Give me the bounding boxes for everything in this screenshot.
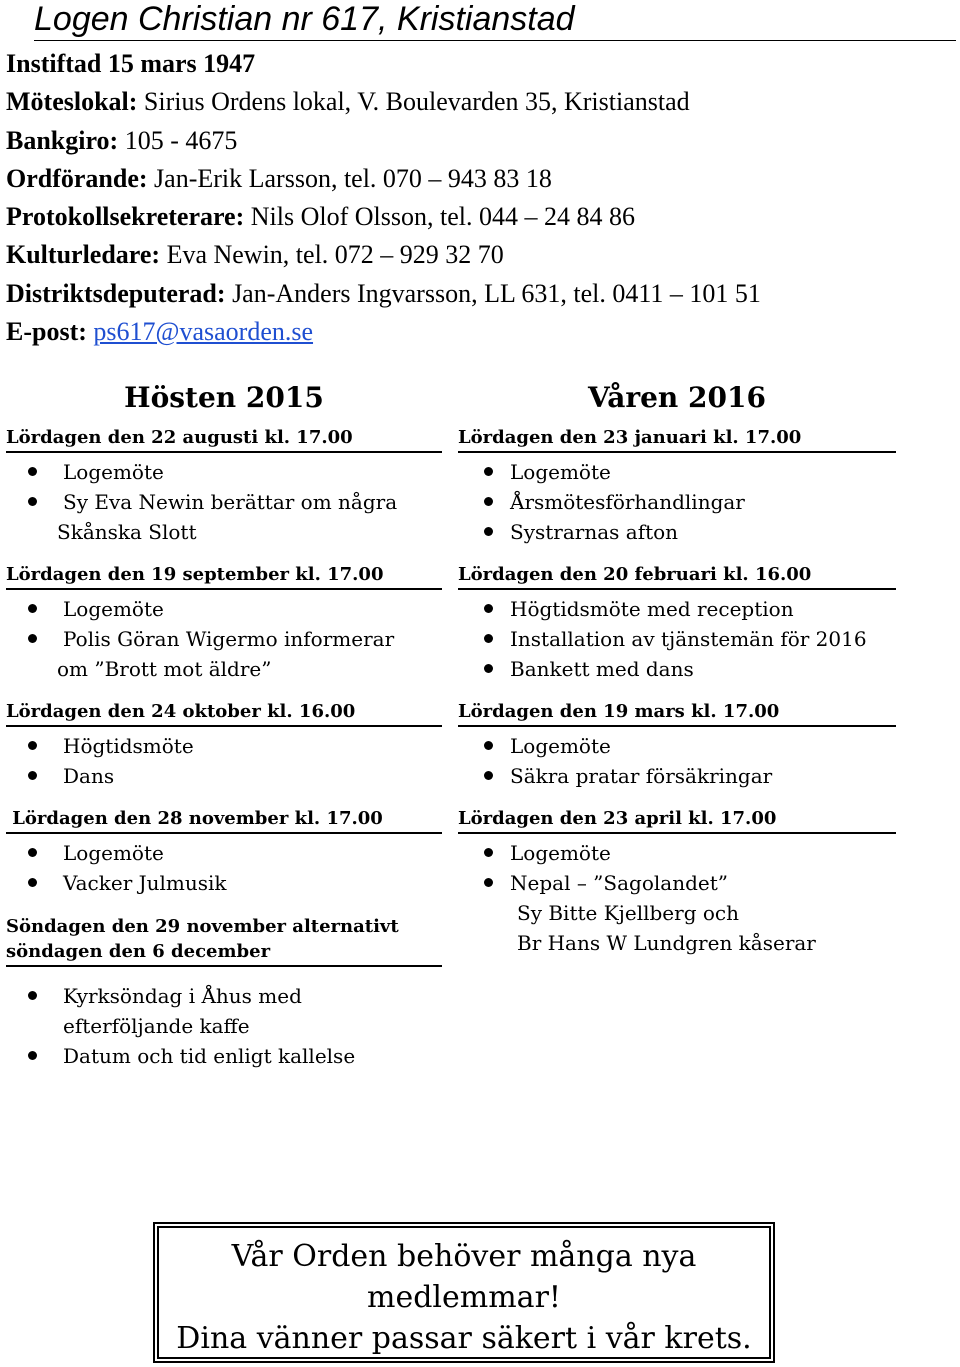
list-item: Datum och tid enligt kallelse xyxy=(6,1041,442,1071)
list-item: Logemöte xyxy=(6,594,442,624)
spring-heading: Våren 2016 xyxy=(588,381,766,414)
list-item: Logemöte xyxy=(458,457,896,487)
list-item: Polis Göran Wigermo informerar xyxy=(6,624,442,654)
list-item: Dans xyxy=(6,761,442,791)
bullet-icon xyxy=(484,878,493,887)
list-item-continuation: Br Hans W Lundgren kåserar xyxy=(517,931,816,955)
event-items xyxy=(458,834,896,970)
deputy-line xyxy=(6,275,946,313)
event-date: Lördagen den 23 april kl. 17.00 xyxy=(458,803,896,834)
list-item-continuation: Skånska Slott xyxy=(57,520,197,544)
page-title: Logen Christian nr 617, Kristianstad xyxy=(34,0,575,38)
list-item: Logemöte xyxy=(6,838,442,868)
list-item: Årsmötesförhandlingar xyxy=(458,487,896,517)
list-item: Logemöte xyxy=(458,731,896,761)
venue-label: Möteslokal: xyxy=(6,87,138,117)
founded-line: Instiftad 15 mars 1947 xyxy=(6,49,256,78)
culture-label: Kulturledare: xyxy=(6,240,161,270)
secretary-label: Protokollsekreterare: xyxy=(6,202,245,232)
list-item: Högtidsmöte med reception xyxy=(458,594,896,624)
event-items xyxy=(458,453,896,559)
chair-line xyxy=(6,160,946,198)
event-items xyxy=(6,967,442,1083)
email-line xyxy=(6,313,946,351)
list-item-continuation: Sy Bitte Kjellberg och xyxy=(517,901,739,925)
list-item: Kyrksöndag i Åhus med xyxy=(6,981,442,1011)
title-divider xyxy=(34,40,956,41)
bullet-icon xyxy=(484,604,493,613)
culture-value: Eva Newin, tel. 072 – 929 32 70 xyxy=(166,240,504,270)
event-date xyxy=(6,910,442,967)
bullet-icon xyxy=(484,527,493,536)
bankgiro-line xyxy=(6,122,946,160)
bankgiro-label: Bankgiro: xyxy=(6,125,119,155)
list-item: Installation av tjänstemän för 2016 xyxy=(458,624,896,654)
culture-line xyxy=(6,236,946,274)
autumn-heading: Hösten 2015 xyxy=(124,381,324,414)
bullet-icon xyxy=(28,848,37,857)
spring-column xyxy=(458,374,896,970)
bullet-icon xyxy=(484,497,493,506)
bullet-icon xyxy=(484,664,493,673)
bullet-icon xyxy=(28,604,37,613)
event-items xyxy=(6,727,442,803)
event-date-line: söndagen den 6 december xyxy=(6,941,271,962)
event-date: Lördagen den 23 januari kl. 17.00 xyxy=(458,422,896,453)
bullet-icon xyxy=(28,467,37,476)
bullet-icon xyxy=(28,634,37,643)
list-item: Säkra pratar försäkringar xyxy=(458,761,896,791)
event-items xyxy=(6,453,442,559)
event-items xyxy=(458,590,896,696)
event-date: Lördagen den 28 november kl. 17.00 xyxy=(6,803,442,834)
event-date: Lördagen den 19 mars kl. 17.00 xyxy=(458,696,896,727)
autumn-column xyxy=(6,374,442,1083)
bullet-icon xyxy=(28,1051,37,1060)
event-items xyxy=(6,834,442,910)
email-link[interactable]: ps617@vasaorden.se xyxy=(93,317,314,347)
bullet-icon xyxy=(484,634,493,643)
bullet-icon xyxy=(484,467,493,476)
venue-value: Sirius Ordens lokal, V. Boulevarden 35, Kristianstad xyxy=(143,87,690,117)
event-items xyxy=(458,727,896,803)
list-item: Nepal – ”Sagolandet” xyxy=(458,868,896,898)
bullet-icon xyxy=(484,741,493,750)
secretary-line xyxy=(6,198,946,236)
deputy-value: Jan-Anders Ingvarsson, LL 631, tel. 0411 – 101 51 xyxy=(232,278,761,308)
event-date-line: Söndagen den 29 november alternativt xyxy=(6,916,399,937)
notice-line: Vår Orden behöver många nya xyxy=(231,1239,697,1274)
list-item: Sy Eva Newin berättar om några xyxy=(6,487,442,517)
notice-line: medlemmar! xyxy=(367,1280,561,1315)
list-item: Logemöte xyxy=(6,457,442,487)
notice-line: Dina vänner passar säkert i vår krets. xyxy=(176,1321,752,1356)
secretary-value: Nils Olof Olsson, tel. 044 – 24 84 86 xyxy=(250,202,635,232)
deputy-label: Distriktsdeputerad: xyxy=(6,278,226,308)
event-date: Lördagen den 19 september kl. 17.00 xyxy=(6,559,442,590)
bullet-icon xyxy=(484,771,493,780)
list-item: Systrarnas afton xyxy=(458,517,896,547)
membership-notice-box xyxy=(157,1226,771,1359)
event-date: Lördagen den 24 oktober kl. 16.00 xyxy=(6,696,442,727)
lodge-info xyxy=(6,45,946,351)
bullet-icon xyxy=(484,848,493,857)
list-item-continuation: efterföljande kaffe xyxy=(63,1014,250,1038)
email-label: E-post: xyxy=(6,317,87,347)
venue-line xyxy=(6,83,946,121)
bullet-icon xyxy=(28,771,37,780)
event-items xyxy=(6,590,442,696)
list-item: Bankett med dans xyxy=(458,654,896,684)
chair-value: Jan-Erik Larsson, tel. 070 – 943 83 18 xyxy=(154,163,552,193)
event-date: Lördagen den 22 augusti kl. 17.00 xyxy=(6,422,442,453)
list-item: Högtidsmöte xyxy=(6,731,442,761)
bankgiro-value: 105 - 4675 xyxy=(124,125,238,155)
list-item-continuation: om ”Brott mot äldre” xyxy=(57,657,272,681)
bullet-icon xyxy=(28,991,37,1000)
list-item: Vacker Julmusik xyxy=(6,868,442,898)
bullet-icon xyxy=(28,878,37,887)
chair-label: Ordförande: xyxy=(6,163,148,193)
bullet-icon xyxy=(28,497,37,506)
bullet-icon xyxy=(28,741,37,750)
list-item: Logemöte xyxy=(458,838,896,868)
event-date: Lördagen den 20 februari kl. 16.00 xyxy=(458,559,896,590)
